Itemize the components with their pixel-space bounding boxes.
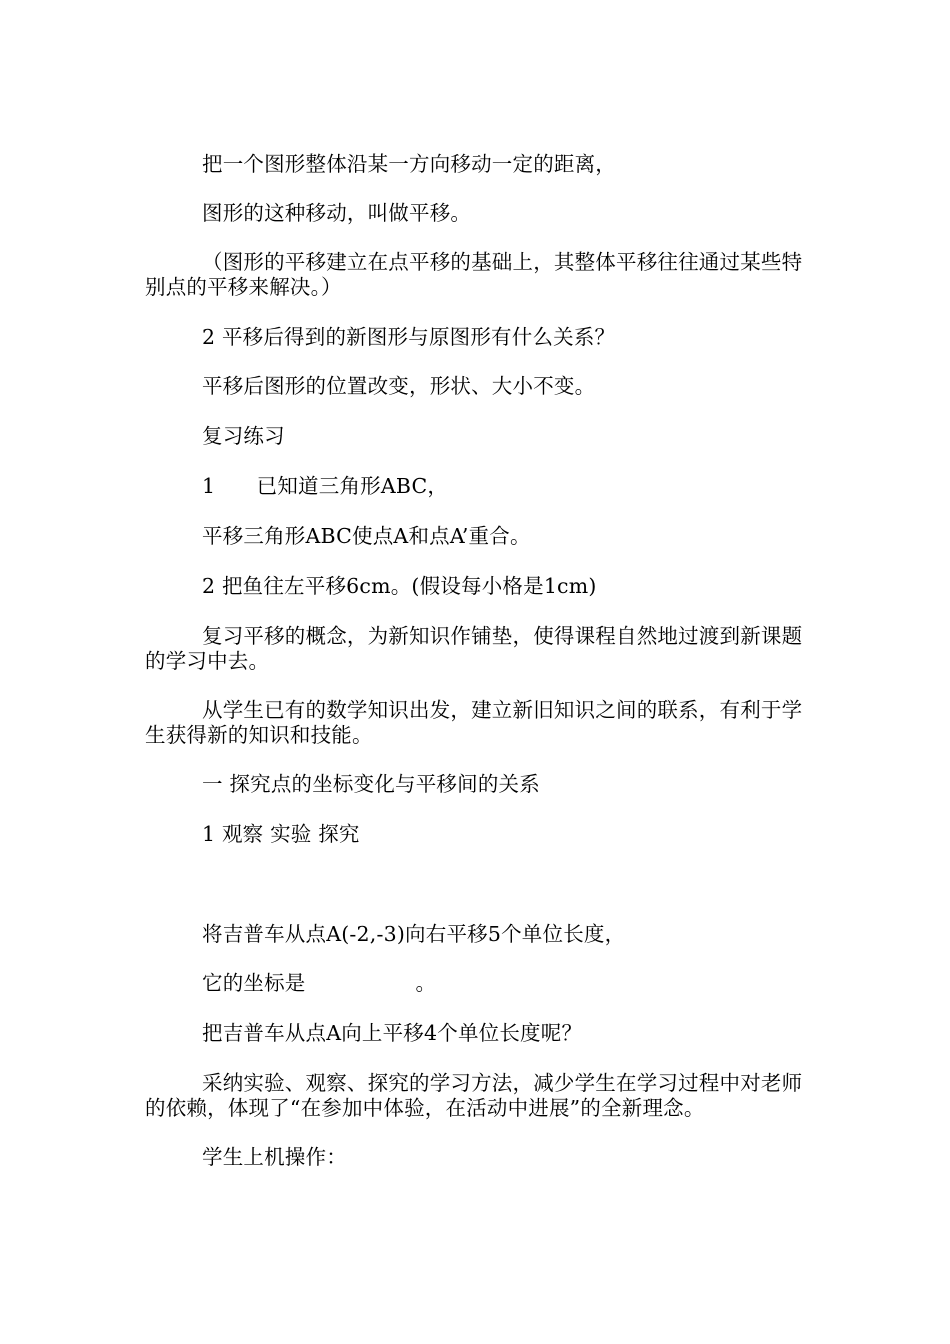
paragraph-jeep-right-question: 将吉普车从点A(-2,-3)向右平移5个单位长度， — [202, 922, 626, 946]
paragraph-exercise-2: 2 把鱼往左平移6cm。(假设每小格是1cm) — [202, 574, 597, 598]
paragraph-method-rationale: 采纳实验、观察、探究的学习方法，减少学生在学习过程中对老师的依赖，体现了“在参加中体验，在活动中进展”的全新理念。 — [145, 1071, 803, 1120]
paragraph-review-heading: 复习练习 — [202, 424, 285, 448]
paragraph-jeep-up-question: 把吉普车从点A向上平移4个单位长度呢？ — [202, 1021, 583, 1045]
paragraph-coordinate-fill-in — [145, 971, 810, 996]
paragraph-translation-property: 平移后图形的位置改变，形状、大小不变。 — [202, 374, 596, 398]
coordinate-period: 。 — [415, 971, 437, 995]
paragraph-exercise-1-task: 平移三角形ABC使点A和点A’重合。 — [202, 524, 531, 548]
paragraph-translation-definition-1: 把一个图形整体沿某一方向移动一定的距离， — [202, 152, 616, 176]
paragraph-translation-note: （图形的平移建立在点平移的基础上，其整体平移往往通过某些特别点的平移来解决。） — [145, 250, 803, 299]
coordinate-prompt: 它的坐标是 — [202, 971, 306, 995]
paragraph-review-purpose: 复习平移的概念，为新知识作铺垫，使得课程自然地过渡到新课题的学习中去。 — [145, 624, 803, 673]
paragraph-section-heading: 一 探究点的坐标变化与平移间的关系 — [202, 772, 540, 796]
paragraph-translation-definition-2: 图形的这种移动，叫做平移。 — [202, 201, 472, 225]
paragraph-student-operation: 学生上机操作： — [202, 1145, 347, 1169]
paragraph-exercise-1: 1 已知道三角形ABC， — [202, 474, 449, 498]
paragraph-question-2: 2 平移后得到的新图形与原图形有什么关系？ — [202, 325, 616, 349]
paragraph-subsection-heading: 1 观察 实验 探究 — [202, 822, 360, 846]
paragraph-teaching-rationale: 从学生已有的数学知识出发，建立新旧知识之间的联系，有利于学生获得新的知识和技能。 — [145, 698, 803, 747]
